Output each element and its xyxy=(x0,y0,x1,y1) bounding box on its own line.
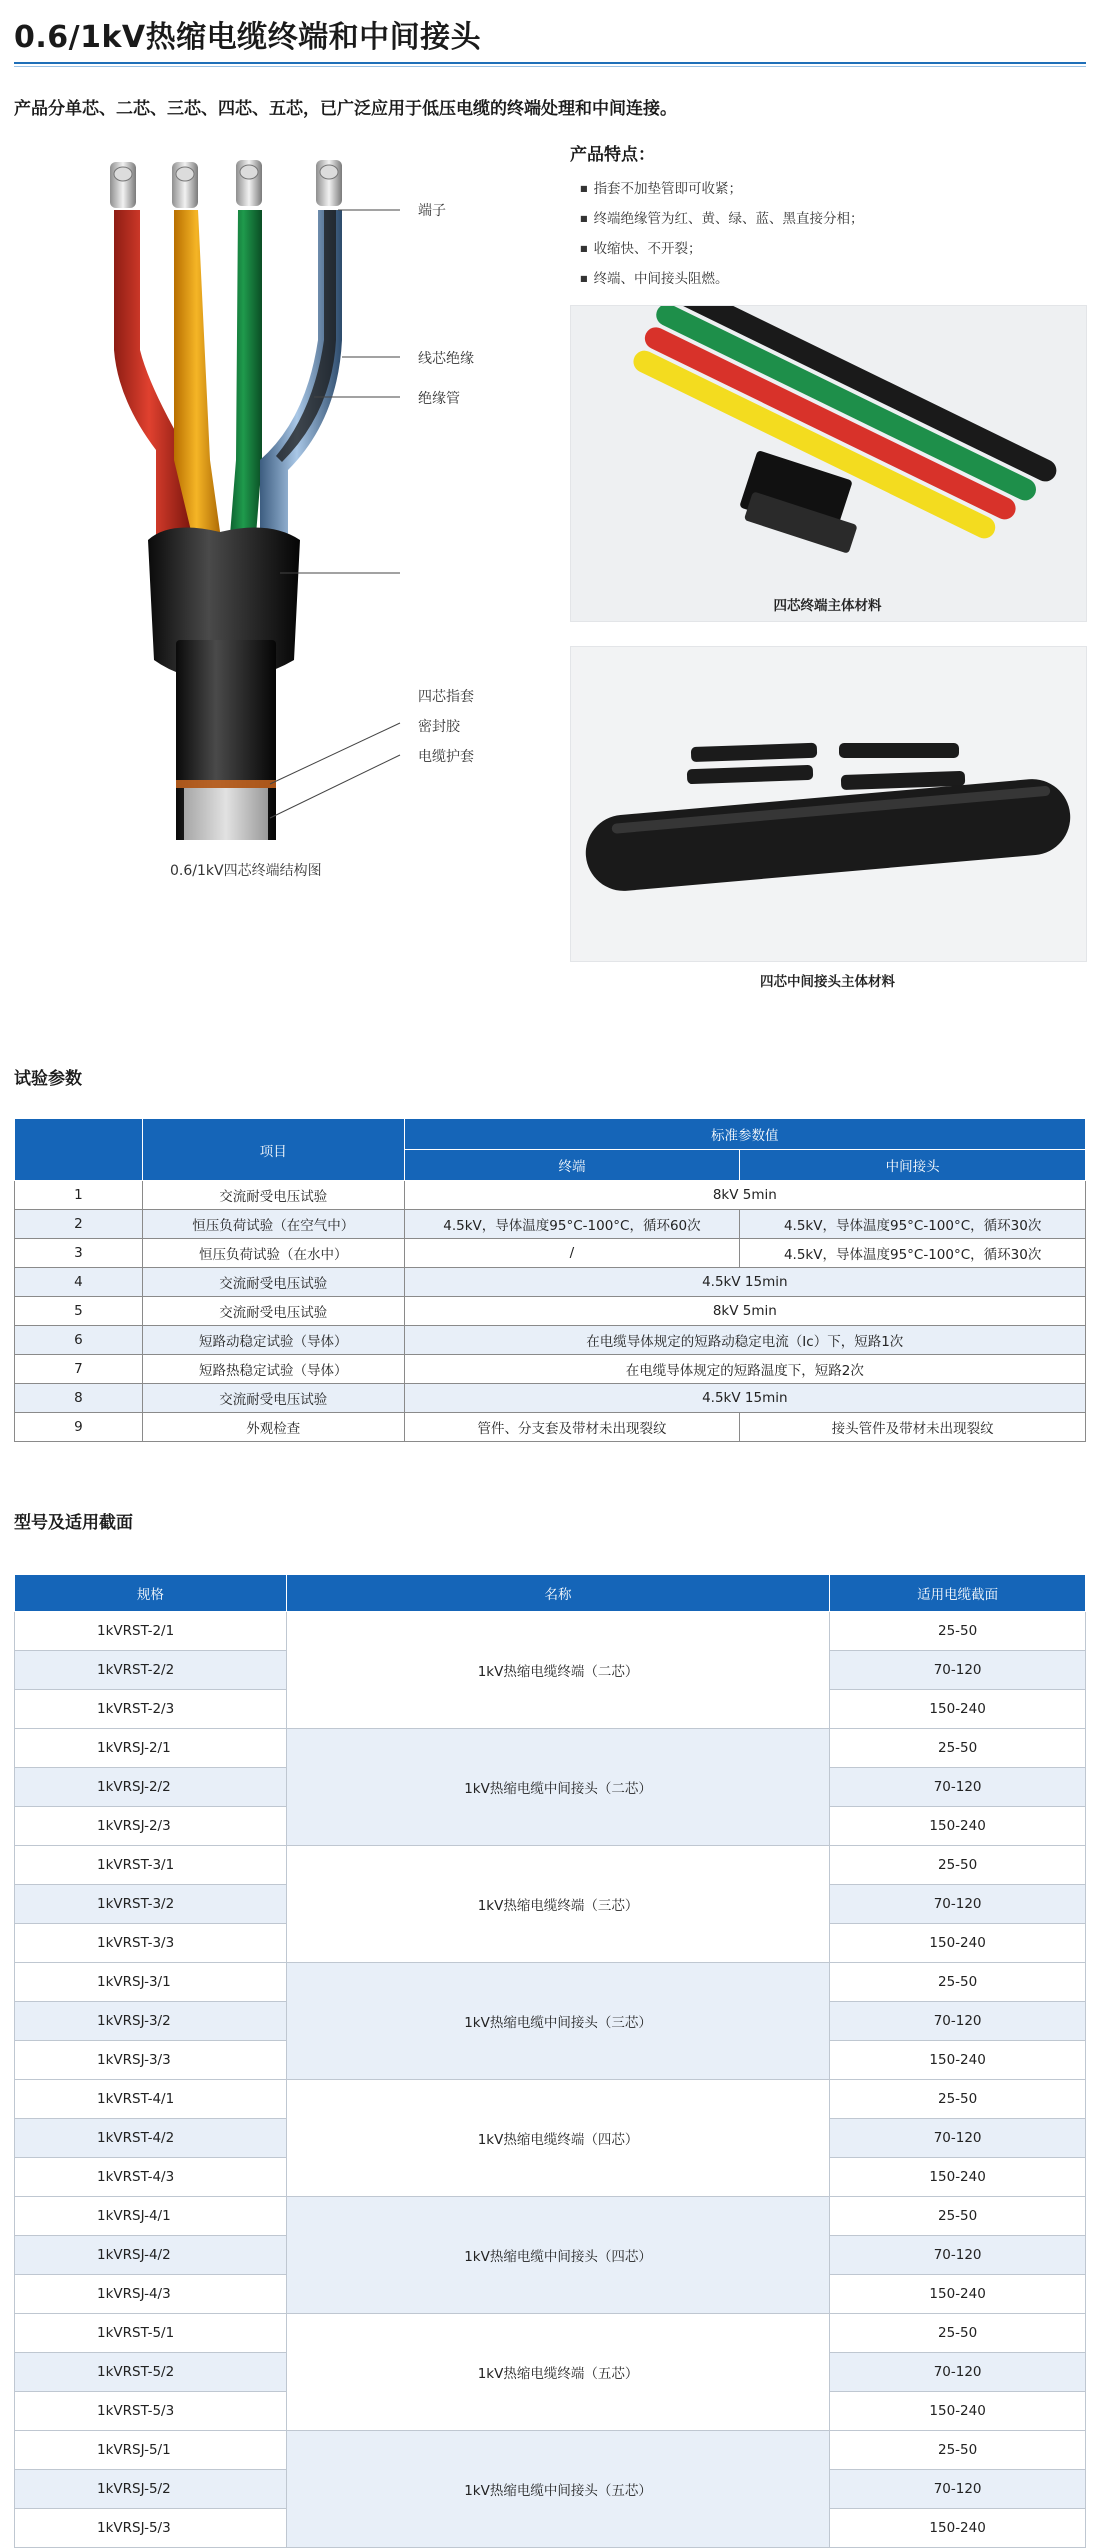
test-params-table xyxy=(14,1118,1086,1442)
row-item: 恒压负荷试验（在水中） xyxy=(142,1239,404,1268)
callout-terminal: 端子 xyxy=(418,203,446,219)
row-no: 7 xyxy=(15,1355,143,1384)
model-section: 25-50 xyxy=(830,2314,1086,2353)
row-value: 在电缆导体规定的短路动稳定电流（Ic）下，短路1次 xyxy=(404,1326,1085,1355)
cable-structure-diagram xyxy=(110,140,530,840)
row-no: 2 xyxy=(15,1210,143,1239)
row-no: 3 xyxy=(15,1239,143,1268)
table-row xyxy=(15,1181,1086,1210)
model-spec: 1kVRSJ-3/3 xyxy=(15,2041,287,2080)
model-spec: 1kVRSJ-4/3 xyxy=(15,2275,287,2314)
model-section: 25-50 xyxy=(830,2080,1086,2119)
model-spec: 1kVRST-4/2 xyxy=(15,2119,287,2158)
model-section: 25-50 xyxy=(830,1846,1086,1885)
model-section: 150-240 xyxy=(830,2509,1086,2548)
model-spec: 1kVRST-2/3 xyxy=(15,1690,287,1729)
table-row xyxy=(15,1963,1086,2002)
table-row xyxy=(15,1239,1086,1268)
model-section: 70-120 xyxy=(830,2002,1086,2041)
table-row xyxy=(15,1384,1086,1413)
row-value: 在电缆导体规定的短路温度下，短路2次 xyxy=(404,1355,1085,1384)
feature-item: ■ 终端、中间接头阻燃。 xyxy=(580,264,864,294)
col-name: 名称 xyxy=(286,1575,829,1612)
title-divider xyxy=(14,62,1086,64)
feature-item: ■ 终端绝缘管为红、黄、绿、蓝、黑直接分相； xyxy=(580,204,864,234)
table-row xyxy=(15,1355,1086,1384)
model-spec: 1kVRSJ-2/3 xyxy=(15,1807,287,1846)
model-spec: 1kVRSJ-2/1 xyxy=(15,1729,287,1768)
model-section: 150-240 xyxy=(830,1807,1086,1846)
row-value: 8kV 5min xyxy=(404,1181,1085,1210)
row-item: 短路热稳定试验（导体） xyxy=(142,1355,404,1384)
model-spec: 1kVRSJ-5/2 xyxy=(15,2470,287,2509)
model-spec: 1kVRST-5/2 xyxy=(15,2353,287,2392)
four-core-terminal-illustration xyxy=(110,140,530,840)
model-section: 150-240 xyxy=(830,1924,1086,1963)
col-joint: 中间接头 xyxy=(740,1150,1086,1181)
intro-text: 产品分单芯、二芯、三芯、四芯、五芯，已广泛应用于低压电缆的终端处理和中间连接。 xyxy=(14,99,677,119)
table-row xyxy=(15,1846,1086,1885)
row-joint-value: 接头管件及带材未出现裂纹 xyxy=(740,1413,1086,1442)
row-item: 交流耐受电压试验 xyxy=(142,1384,404,1413)
model-section: 150-240 xyxy=(830,2041,1086,2080)
feature-item: ■ 收缩快、不开裂； xyxy=(580,234,864,264)
row-value: 8kV 5min xyxy=(404,1297,1085,1326)
model-spec: 1kVRST-2/2 xyxy=(15,1651,287,1690)
model-section: 70-120 xyxy=(830,1651,1086,1690)
terminal-materials-photo xyxy=(570,305,1087,622)
row-no: 8 xyxy=(15,1384,143,1413)
model-section: 150-240 xyxy=(830,2275,1086,2314)
features-list xyxy=(580,174,864,294)
model-name: 1kV热缩电缆中间接头（三芯） xyxy=(286,1963,829,2080)
row-no: 1 xyxy=(15,1181,143,1210)
model-spec: 1kVRST-5/1 xyxy=(15,2314,287,2353)
feature-item: ■ 指套不加垫管即可收紧； xyxy=(580,174,864,204)
col-spec: 规格 xyxy=(15,1575,287,1612)
models-table xyxy=(14,1574,1086,2548)
model-spec: 1kVRST-3/2 xyxy=(15,1885,287,1924)
joint-materials-photo xyxy=(570,646,1087,962)
model-name: 1kV热缩电缆终端（二芯） xyxy=(286,1612,829,1729)
table-row xyxy=(15,1210,1086,1239)
row-item: 外观检查 xyxy=(142,1413,404,1442)
model-section: 150-240 xyxy=(830,2158,1086,2197)
row-item: 恒压负荷试验（在空气中） xyxy=(142,1210,404,1239)
col-terminal: 终端 xyxy=(404,1150,740,1181)
callout-cable-sheath: 电缆护套 xyxy=(418,749,474,765)
model-section: 70-120 xyxy=(830,1768,1086,1807)
model-spec: 1kVRSJ-4/1 xyxy=(15,2197,287,2236)
model-section: 25-50 xyxy=(830,1963,1086,2002)
model-spec: 1kVRSJ-2/2 xyxy=(15,1768,287,1807)
model-section: 25-50 xyxy=(830,2197,1086,2236)
model-spec: 1kVRSJ-3/2 xyxy=(15,2002,287,2041)
model-section: 70-120 xyxy=(830,2119,1086,2158)
terminal-lugs xyxy=(110,160,342,208)
row-no: 4 xyxy=(15,1268,143,1297)
model-name: 1kV热缩电缆中间接头（五芯） xyxy=(286,2431,829,2548)
model-spec: 1kVRST-3/1 xyxy=(15,1846,287,1885)
title-divider-thin xyxy=(14,66,1086,67)
green-core-tube xyxy=(228,210,262,560)
callout-sealant: 密封胶 xyxy=(418,719,460,735)
sealant-band xyxy=(176,780,276,788)
joint-materials-caption: 四芯中间接头主体材料 xyxy=(760,974,895,990)
callout-insulation-tube: 绝缘管 xyxy=(418,391,460,407)
model-section: 25-50 xyxy=(830,2431,1086,2470)
model-spec: 1kVRST-4/1 xyxy=(15,2080,287,2119)
row-terminal-value: / xyxy=(404,1239,740,1268)
row-terminal-value: 管件、分支套及带材未出现裂纹 xyxy=(404,1413,740,1442)
table-row xyxy=(15,1729,1086,1768)
model-spec: 1kVRSJ-4/2 xyxy=(15,2236,287,2275)
table-row xyxy=(15,2314,1086,2353)
row-item: 交流耐受电压试验 xyxy=(142,1181,404,1210)
model-name: 1kV热缩电缆中间接头（四芯） xyxy=(286,2197,829,2314)
model-section: 70-120 xyxy=(830,2236,1086,2275)
table-row xyxy=(15,2431,1086,2470)
col-no xyxy=(15,1119,143,1181)
row-joint-value: 4.5kV，导体温度95°C-100°C，循环30次 xyxy=(740,1210,1086,1239)
model-spec: 1kVRSJ-5/1 xyxy=(15,2431,287,2470)
row-value: 4.5kV 15min xyxy=(404,1268,1085,1297)
model-spec: 1kVRST-4/3 xyxy=(15,2158,287,2197)
row-joint-value: 4.5kV，导体温度95°C-100°C，循环30次 xyxy=(740,1239,1086,1268)
model-spec: 1kVRST-5/3 xyxy=(15,2392,287,2431)
row-item: 交流耐受电压试验 xyxy=(142,1297,404,1326)
model-section: 150-240 xyxy=(830,1690,1086,1729)
model-spec: 1kVRSJ-3/1 xyxy=(15,1963,287,2002)
model-name: 1kV热缩电缆中间接头（二芯） xyxy=(286,1729,829,1846)
col-item: 项目 xyxy=(142,1119,404,1181)
table-row xyxy=(15,1268,1086,1297)
model-section: 25-50 xyxy=(830,1612,1086,1651)
table-row xyxy=(15,2197,1086,2236)
model-name: 1kV热缩电缆终端（三芯） xyxy=(286,1846,829,1963)
terminal-materials-caption: 四芯终端主体材料 xyxy=(773,598,882,614)
model-section: 70-120 xyxy=(830,1885,1086,1924)
model-section: 25-50 xyxy=(830,1729,1086,1768)
test-params-title: 试验参数 xyxy=(14,1069,82,1089)
row-no: 9 xyxy=(15,1413,143,1442)
model-section: 70-120 xyxy=(830,2470,1086,2509)
row-no: 6 xyxy=(15,1326,143,1355)
callout-breakout: 四芯指套 xyxy=(418,689,474,705)
col-section: 适用电缆截面 xyxy=(830,1575,1086,1612)
table-row xyxy=(15,1413,1086,1442)
table-row xyxy=(15,2080,1086,2119)
page-title: 0.6/1kV热缩电缆终端和中间接头 xyxy=(14,20,482,55)
row-item: 交流耐受电压试验 xyxy=(142,1268,404,1297)
col-standard: 标准参数值 xyxy=(404,1119,1085,1150)
model-section: 70-120 xyxy=(830,2353,1086,2392)
table-row xyxy=(15,1612,1086,1651)
cable-sheath xyxy=(184,788,268,840)
model-name: 1kV热缩电缆终端（四芯） xyxy=(286,2080,829,2197)
diagram-caption: 0.6/1kV四芯终端结构图 xyxy=(170,863,322,879)
models-title: 型号及适用截面 xyxy=(14,1513,133,1533)
model-name: 1kV热缩电缆终端（五芯） xyxy=(286,2314,829,2431)
model-spec: 1kVRST-3/3 xyxy=(15,1924,287,1963)
model-section: 150-240 xyxy=(830,2392,1086,2431)
row-item: 短路动稳定试验（导体） xyxy=(142,1326,404,1355)
features-title: 产品特点： xyxy=(570,145,655,165)
row-no: 5 xyxy=(15,1297,143,1326)
callout-core-insulation: 线芯绝缘 xyxy=(418,351,474,367)
row-value: 4.5kV 15min xyxy=(404,1384,1085,1413)
table-row xyxy=(15,1326,1086,1355)
table-row xyxy=(15,1297,1086,1326)
row-terminal-value: 4.5kV，导体温度95°C-100°C，循环60次 xyxy=(404,1210,740,1239)
model-spec: 1kVRST-2/1 xyxy=(15,1612,287,1651)
model-spec: 1kVRSJ-5/3 xyxy=(15,2509,287,2548)
